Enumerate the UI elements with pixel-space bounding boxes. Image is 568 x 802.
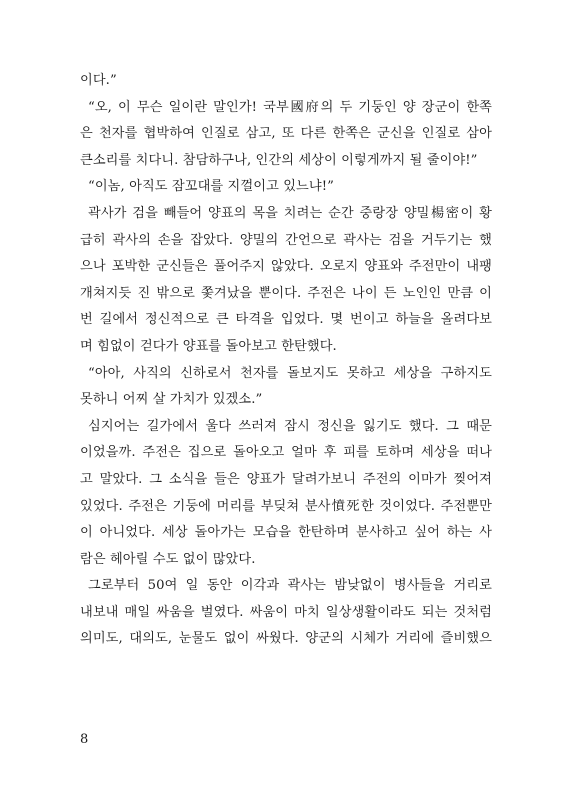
text-line: 곽사가 검을 빼들어 양표의 목을 치려는 순간 중랑장 양밀楊密이 황 [88,205,492,221]
text-line: 있었다. 주전은 기둥에 머리를 부딪쳐 분사憤死한 것이었다. 주전뿐만 [80,498,492,514]
text-line: “이놈, 아직도 잠꼬대를 지껄이고 있느냐!” [88,179,334,195]
text-line: “오, 이 무슨 일이란 말인가! 국부國府의 두 기둥인 양 장군이 한쪽 [88,99,492,115]
page-number: 8 [80,732,89,747]
text-line: “아아, 사직의 신하로서 천자를 돌보지도 못하고 세상을 구하지도 [88,365,492,381]
body-text [80,68,492,653]
text-line: 으나 포박한 군신들은 풀어주지 않았다. 오로지 양표와 주전만이 내팽 [80,259,492,275]
text-line: 의미도, 대의도, 눈물도 없이 싸웠다. 양군의 시체가 거리에 즐비했으 [80,631,492,647]
text-line: 심지어는 길가에서 울다 쓰러져 잠시 정신을 잃기도 했다. 그 때문 [88,418,492,434]
text-line: 번 길에서 정신적으로 큰 타격을 입었다. 몇 번이고 하늘을 올려다보 [80,312,492,328]
text-line: 내보내 매일 싸움을 벌였다. 싸움이 마치 일상생활이라도 되는 것처럼 [80,604,492,620]
text-line: 급히 곽사의 손을 잡았다. 양밀의 간언으로 곽사는 검을 거두기는 했 [80,232,492,248]
text-line: 고 말았다. 그 소식을 들은 양표가 달려가보니 주전의 이마가 찢어져 [80,471,492,487]
text-line: 이다.” [80,73,117,88]
text-line: 큰소리를 치다니. 참담하구나, 인간의 세상이 이렇게까지 될 줄이야!” [80,152,478,168]
text-line: 며 힘없이 걷다가 양표를 돌아보고 한탄했다. [80,338,337,354]
text-line: 람은 헤아릴 수도 없이 많았다. [80,551,256,567]
text-line: 은 천자를 협박하여 인질로 삼고, 또 다른 한쪽은 군신을 인질로 삼아 [80,126,492,142]
text-line: 이었을까. 주전은 집으로 돌아오고 얼마 후 피를 토하며 세상을 떠나 [80,445,492,461]
text-line: 그로부터 50여 일 동안 이각과 곽사는 밤낮없이 병사들을 거리로 [88,578,492,594]
text-line: 개쳐지듯 진 밖으로 쫓겨났을 뿐이다. 주전은 나이 든 노인인 만큼 이 [80,285,492,301]
text-line: 못하니 어찌 살 가치가 있겠소.” [80,392,263,408]
text-line: 이 아니었다. 세상 돌아가는 모습을 한탄하며 분사하고 싶어 하는 사 [80,525,492,541]
